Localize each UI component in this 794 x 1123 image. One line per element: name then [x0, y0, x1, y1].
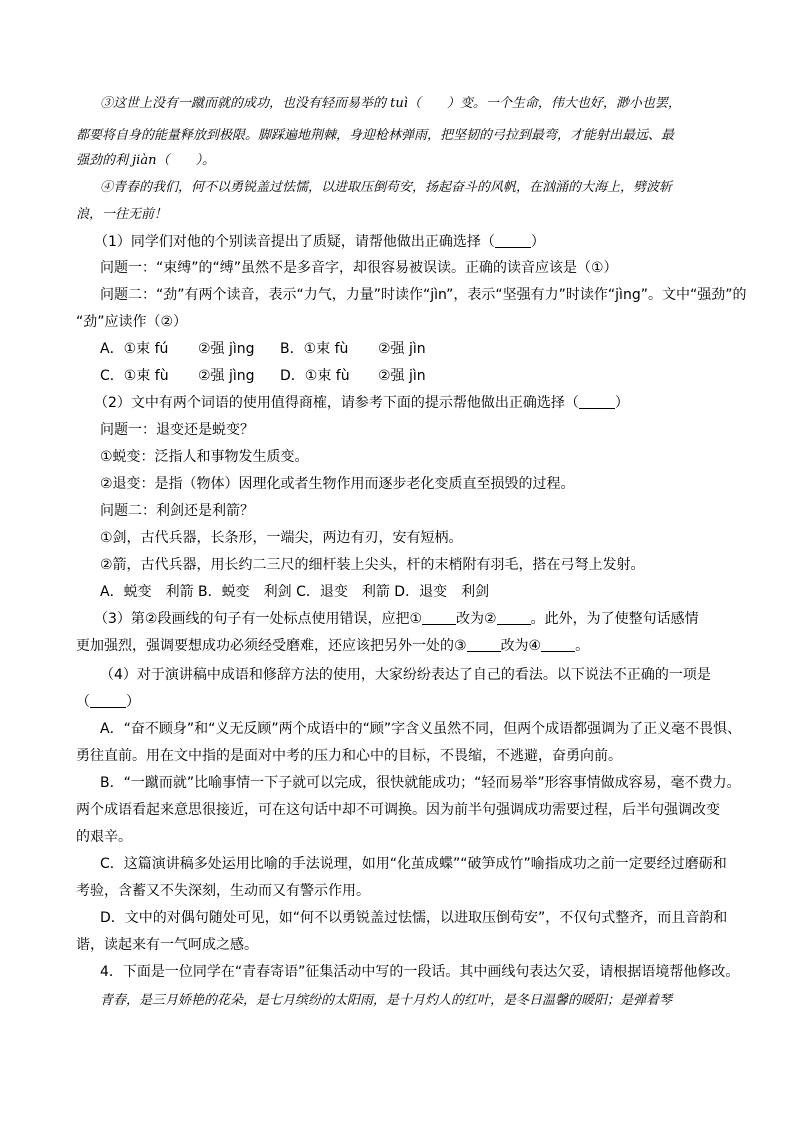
answer-blank[interactable]: [495, 233, 531, 248]
question-2-stem-text: （2）文中有两个词语的使用值得商榷，请参考下面的提示帮他做出正确选择（: [94, 395, 579, 411]
question-5-stem: 4．下面是一位同学在“青春寄语”征集活动中写的一段话。其中画线句表达欠妥，请根据语境帮他修改。: [100, 964, 740, 980]
option-a-line-2: 勇往直前。用在文中指的是面对中考的压力和心中的目标，不畏缩，不逃避，奋勇向前。: [76, 748, 622, 764]
question-3-text: 。: [575, 638, 590, 654]
option-c-line-1[interactable]: C．这篇演讲稿多处运用比喻的手法说理，如用“化茧成蝶”“破笋成竹”喻指成功之前一定要经过磨砺和: [100, 856, 727, 872]
question-1-issue-1: 问题一：“束缚”的“缚”虽然不是多音字，却很容易被误读。正确的读音应该是（①）: [100, 260, 618, 276]
definition-4: ②箭，古代兵器，用长约二三尺的细杆装上尖头，杆的末梢附有羽毛，搭在弓弩上发射。: [100, 557, 645, 573]
option-c-line-2: 考验，含蓄又不失深刻，生动而又有警示作用。: [76, 883, 370, 899]
question-3-text: 改为②: [456, 611, 497, 627]
definition-1: ①蜕变：泛指人和事物发生质变。: [100, 449, 309, 465]
answer-blank[interactable]: [579, 394, 615, 409]
answer-blank-2[interactable]: [497, 610, 531, 625]
option-d-line-2: 谐，读起来有一气呵成之感。: [76, 937, 258, 953]
paragraph-3-line-1: ③这世上没有一蹴而就的成功，也没有轻而易举的 tuì（ ）变。一个生命，伟大也好，渺小也罢，: [100, 96, 681, 111]
answer-blank-3[interactable]: [467, 637, 501, 652]
question-2-stem: [94, 394, 629, 412]
option-a-line-1[interactable]: A．“奋不顾身”和“义无反顾”两个成语中的“顾”字含义虽然不同，但两个成语都强调为了正义毫不畏惧、: [100, 721, 742, 737]
question-1-stem-text: （1）同学们对他的个别读音提出了质疑，请帮他做出正确选择（: [94, 234, 495, 250]
option-a-part-2: ②强 jìng: [198, 341, 255, 357]
paragraph-3-line-2: 都要将自身的能量释放到极限。脚踩遍地荆棘，身迎枪林弹雨，把坚韧的弓拉到最弯，才能射出最远、最: [76, 128, 675, 143]
question-5-passage: 青春，是三月娇艳的花朵，是七月缤纷的太阳雨，是十月灼人的红叶，是冬日温馨的暖阳；是弹着琴: [100, 993, 673, 1008]
option-d[interactable]: [280, 367, 350, 385]
question-1-issue-2-line-1: 问题二：“劲”有两个读音，表示“力气，力量”时读作“jìn”，表示“坚强有力”时读作“jìng”。文中“强劲”的: [100, 287, 747, 303]
paragraph-3-line-3: 强劲的利 jiàn（ ）。: [76, 153, 215, 168]
question-3-line-2: [76, 637, 589, 655]
question-2-issue-2: 问题二：利剑还是利箭？: [100, 503, 254, 519]
option-c[interactable]: [100, 367, 169, 385]
option-part-1: ①束 fù: [304, 368, 350, 384]
option-part-1: ①束 fù: [123, 368, 169, 384]
question-3-text: （3）第②段画线的句子有一处标点使用错误，应把①: [94, 611, 423, 627]
paren-close: ）: [614, 395, 629, 411]
definition-3: ①剑，古代兵器，长条形，一端尖，两边有刃，安有短柄。: [100, 530, 463, 546]
option-part-1: ①束 fù: [303, 341, 349, 357]
question-3-text: 改为④: [500, 638, 542, 654]
paren-close: ）: [126, 694, 140, 710]
paren-open: （: [76, 694, 90, 710]
option-letter: D．: [280, 368, 305, 384]
option-part-1: ①束 fú: [123, 341, 169, 357]
question-3-text: 。此外，为了使整句话感情: [530, 611, 699, 627]
question-2-issue-1: 问题一：退变还是蜕变？: [100, 422, 254, 438]
definition-2: ②退变：是指（物体）因理化或者生物作用而逐步老化变质直至损毁的过程。: [100, 476, 575, 492]
option-a[interactable]: [100, 340, 168, 358]
question-3-line-1: [94, 610, 699, 628]
option-letter: B．: [280, 341, 304, 357]
option-c-part-2: ②强 jìng: [198, 368, 255, 384]
option-d-part-2: ②强 jìn: [378, 368, 426, 384]
option-b-line-1[interactable]: B．“一蹴而就”比喻事情一下子就可以完成，很快就能成功；“轻而易举”形容事情做成容易，毫不费力。: [100, 775, 741, 791]
paren-close: ）: [530, 234, 545, 250]
question-1-stem: [94, 233, 545, 251]
option-b-line-3: 的艰辛。: [76, 829, 132, 845]
option-letter: C．: [100, 368, 124, 384]
answer-blank[interactable]: [90, 693, 126, 708]
option-letter: A．: [100, 341, 124, 357]
question-4-answer: [76, 693, 140, 711]
question-1-issue-2-line-2: “劲”应读作（②）: [76, 314, 188, 330]
answer-blank-4[interactable]: [541, 637, 575, 652]
question-3-text: 更加强烈，强调要想成功必须经受磨难，还应该把另外一处的③: [76, 638, 467, 654]
question-2-options[interactable]: A．蜕变 利箭 B．蜕变 利剑 C．退变 利箭 D．退变 利剑: [100, 584, 490, 600]
option-b[interactable]: [280, 340, 348, 358]
option-b-part-2: ②强 jìn: [378, 341, 426, 357]
option-d-line-1[interactable]: D．文中的对偶句随处可见，如“何不以勇锐盖过怯懦，以进取压倒苟安”，不仅句式整齐，而且音韵和: [100, 910, 728, 926]
answer-blank-1[interactable]: [422, 610, 456, 625]
paragraph-4-line-1: ④青春的我们，何不以勇锐盖过怯懦，以进取压倒苟安，扬起奋斗的风帆，在汹涌的大海上，劈波斩: [100, 180, 673, 195]
question-4-stem: （4）对于演讲稿中成语和修辞方法的使用，大家纷纷表达了自己的看法。以下说法不正确的一项是: [100, 667, 711, 683]
paragraph-4-line-2: 浪，一往无前！: [76, 207, 168, 222]
option-b-line-2: 两个成语看起来意思很接近，可在这句话中却不可调换。因为前半句强调成功需要过程，后半句强调改变: [76, 802, 720, 818]
